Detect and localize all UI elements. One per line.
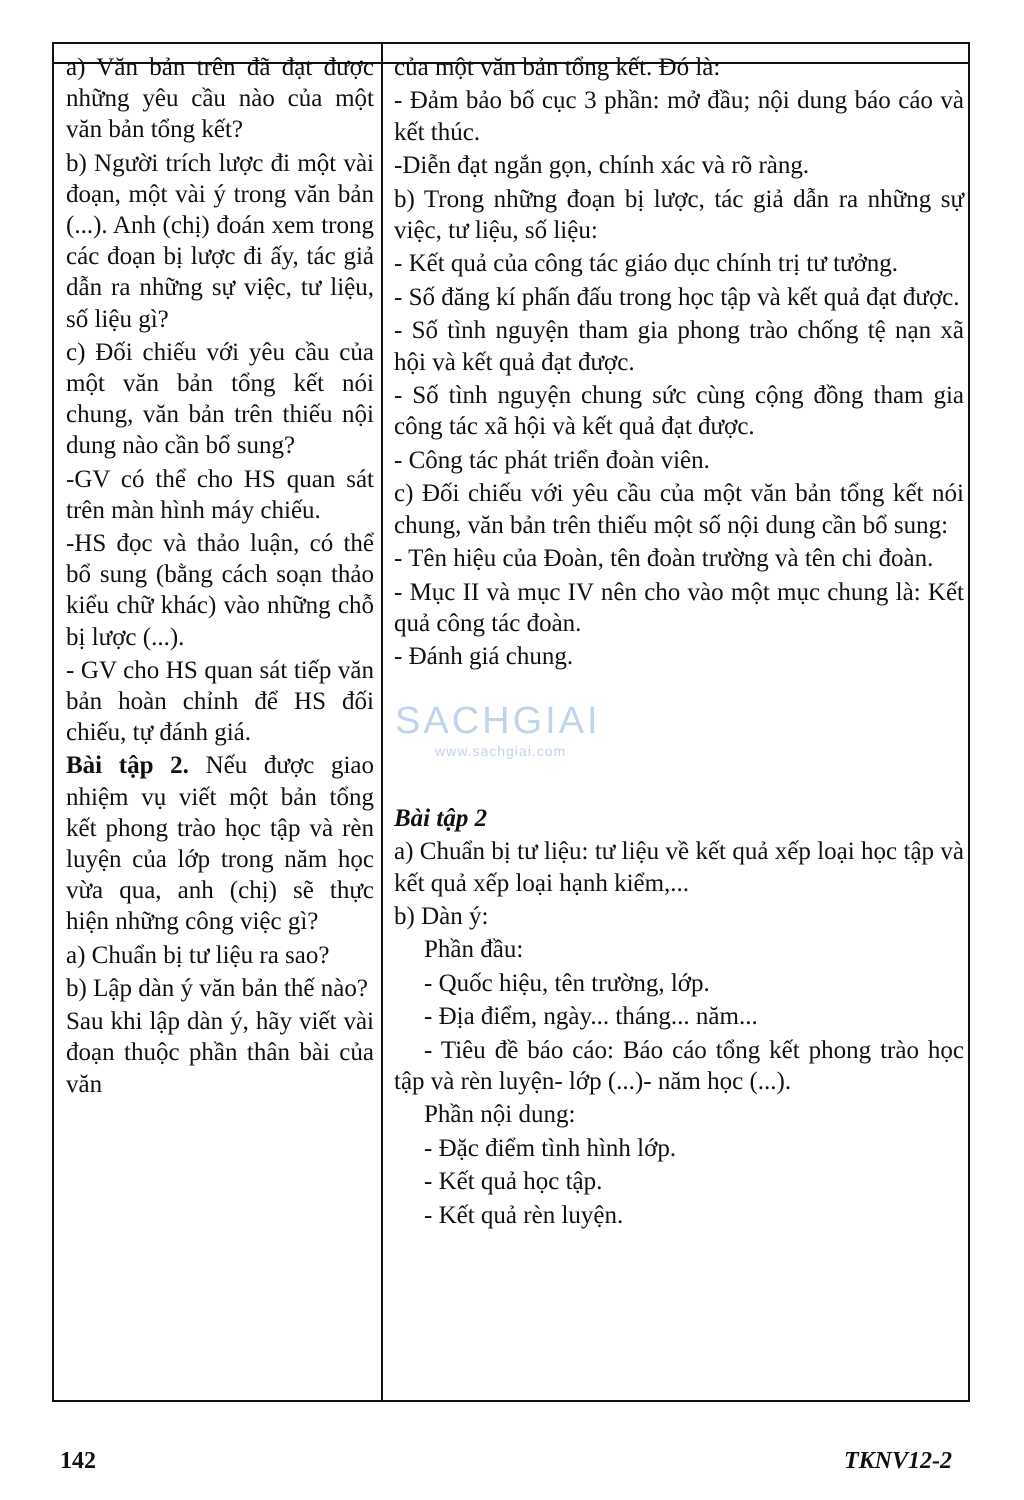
right-exercise-a: a) Chuẩn bị tư liệu: tư liệu về kết quả xếp loại học tập và kết quả xếp loại hạnh kiểm,... — [394, 838, 964, 897]
right-answer-line-3: -Diễn đạt ngắn gọn, chính xác và rõ ràng. — [394, 152, 810, 180]
book-code: TKNV12-2 — [844, 1448, 952, 1474]
right-answer-b: b) Trong những đoạn bị lược, tác giả dẫn ra những sự việc, tư liệu, số liệu: — [394, 185, 964, 245]
right-answer-b-item-4: - Số tình nguyện chung sức cùng cộng đồng tham gia công tác xã hội và kết quả đạt được. — [394, 382, 964, 441]
right-part1-item-1: - Quốc hiệu, tên trường, lớp. — [424, 969, 710, 997]
right-part1-item-3-text: - Tiêu đề báo cáo: Báo cáo tổng kết phong trào học tập và rèn luyện- lớp (...)- năm học (...). — [394, 1036, 964, 1095]
right-column — [394, 52, 964, 1233]
right-part2-item-3: - Kết quả rèn luyện. — [424, 1201, 624, 1229]
left-exercise-question-b: b) Lập dàn ý văn bản thế nào? — [66, 974, 368, 1002]
watermark-text: SACHGIAI — [395, 700, 601, 742]
page-number: 142 — [60, 1448, 96, 1474]
left-question-a: a) Văn bản trên đã đạt được những yêu cầu nào của một văn bản tổng kết? — [66, 54, 374, 144]
watermark-url: www.sachgiai.com — [435, 743, 567, 759]
right-answer-c-item-1: - Tên hiệu của Đoàn, tên đoàn trường và tên chi đoàn. — [394, 545, 934, 573]
right-part1-item-2: - Địa điểm, ngày... tháng... năm... — [424, 1003, 758, 1031]
left-column — [66, 52, 374, 1102]
right-answer-c-item-2: - Mục II và mục IV nên cho vào một mục chung là: Kết quả công tác đoàn. — [394, 578, 964, 637]
right-part2-item-2: - Kết quả học tập. — [424, 1168, 603, 1196]
left-teacher-note-2: - GV cho HS quan sát tiếp văn bản hoàn chỉnh để HS đối chiếu, tự đánh giá. — [66, 656, 374, 747]
right-answer-c-item-3: - Đánh giá chung. — [394, 643, 574, 671]
left-teacher-note-1: -GV có thể cho HS quan sát trên màn hình máy chiếu. — [66, 465, 374, 524]
left-question-c: c) Đối chiếu với yêu cầu của một văn bản tổng kết nói chung, văn bản trên thiếu nội dung nào cần bổ sung? — [66, 338, 374, 460]
right-part1-item-3 — [394, 1035, 964, 1098]
left-exercise-2 — [66, 750, 374, 937]
column-divider — [381, 44, 383, 1400]
right-exercise-title: Bài tập 2 — [394, 804, 488, 832]
content-table — [52, 42, 970, 1402]
right-answer-b-item-3: - Số tình nguyện tham gia phong trào chống tệ nạn xã hội và kết quả đạt được. — [394, 317, 964, 376]
right-column-spacer — [394, 675, 964, 803]
left-exercise-title: Bài tập 2. — [66, 752, 189, 780]
right-part2-item-1: - Đặc điểm tình hình lớp. — [424, 1134, 677, 1162]
right-exercise-b: b) Dàn ý: — [394, 902, 489, 930]
right-answer-b-item-2: - Số đăng kí phấn đấu trong học tập và kết quả đạt được. — [394, 283, 960, 311]
left-exercise-question-c: Sau khi lập dàn ý, hãy viết vài đoạn thuộc phần thân bài của văn — [66, 1008, 374, 1098]
right-answer-b-item-1: - Kết quả của công tác giáo dục chính trị tư tưởng. — [394, 250, 899, 278]
right-answer-c: c) Đối chiếu với yêu cầu của một văn bản tổng kết nói chung, văn bản trên thiếu một số nội dung cần bổ sung: — [394, 480, 964, 539]
right-answer-b-item-5: - Công tác phát triển đoàn viên. — [394, 446, 710, 474]
left-exercise-question-a: a) Chuẩn bị tư liệu ra sao? — [66, 941, 330, 969]
right-part2-heading: Phần nội dung: — [424, 1101, 576, 1129]
left-question-b: b) Người trích lược đi một vài đoạn, một vài ý trong văn bản (...). Anh (chị) đoán xem trong các đoạn bị lược đi ấy, tác giả dẫn ra những sự việc, tư liệu, số liệu gì? — [66, 149, 374, 333]
right-answer-line-2: - Đảm bảo bố cục 3 phần: mở đầu; nội dung báo cáo và kết thúc. — [394, 87, 964, 146]
right-part1-heading: Phần đầu: — [424, 936, 524, 964]
left-exercise-intro: Nếu được giao nhiệm vụ viết một bản tổng kết phong trào học tập và rèn luyện của lớp trong năm học vừa qua, anh (chị) sẽ thực hiện những công việc gì? — [66, 752, 374, 936]
right-answer-line-1: của một văn bản tổng kết. Đó là: — [394, 54, 721, 81]
left-student-note: -HS đọc và thảo luận, có thể bổ sung (bằng cách soạn thảo kiểu chữ khác) vào những chỗ bị lược (...). — [66, 530, 374, 651]
